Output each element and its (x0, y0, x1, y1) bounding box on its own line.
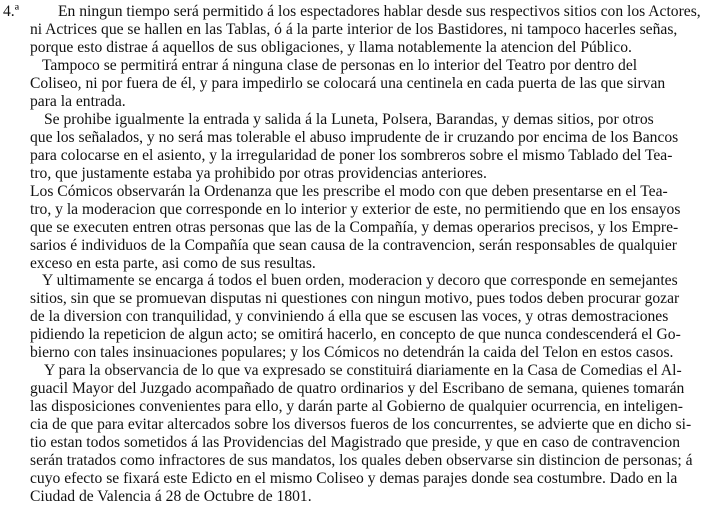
paragraph-5-line-2: sitios, sin que se promuevan disputas ni questiones con ningun motivo, pues todos deben procurar gozar (30, 290, 680, 308)
paragraph-4-line-1: Los Cómicos observarán la Ordenanza que les prescribe el modo con que deben presentarse en el Tea- (30, 182, 668, 200)
paragraph-4-line-5: exceso en esta parte, asi como de sus resultas. (30, 254, 316, 272)
paragraph-1-line-3: porque esto distrae á aquellos de sus obligaciones, y llama notablemente la atencion del Público. (30, 38, 632, 56)
paragraph-4-line-2: tro, y la moderacion que corresponde en lo interior y exterior de este, no permitiendo que en los ensayos (30, 200, 681, 218)
paragraph-6-line-7: cuyo efecto se fixará este Edicto en el mismo Coliseo y demas parajes donde sea costumbre. Dado en la (30, 470, 678, 488)
paragraph-1-line-1: En ningun tiempo será permitido á los espectadores hablar desde sus respectivos sitios con los Actores, (58, 3, 701, 20)
section-number: 4.ª (3, 3, 19, 20)
paragraph-3-line-2: que los señalados, y no será mas tolerable el abuso imprudente de ir cruzando por encima de los Bancos (30, 128, 679, 146)
paragraph-2-line-1: Tampoco se permitirá entrar á ninguna clase de personas en lo interior del Teatro por dentro del (42, 56, 638, 74)
paragraph-6-line-4: cia de que para evitar altercados sobre los diversos fueros de los concurrentes, se advierte que en dicho si- (30, 416, 692, 434)
paragraph-5-line-5: bierno con tales insinuaciones populares; y los Cómicos no detendrán la caida del Telon en estos casos. (30, 344, 674, 362)
paragraph-6-line-1: Y para la observancia de lo que va expresado se constituirá diariamente en la Casa de Comedias el Al- (44, 362, 682, 380)
paragraph-6-line-8: Ciudad de Valencia á 28 de Octubre de 1801. (30, 488, 312, 506)
paragraph-3-line-3: para colocarse en el asiento, y la irregularidad de poner los sombreros sobre el mismo Tablado del Tea- (30, 146, 673, 164)
paragraph-4-line-3: que se executen entren otras personas que las de la Compañía, y demas operarios precisos, y los Empre- (30, 218, 679, 236)
paragraph-6-line-2: guacil Mayor del Juzgado acompañado de quatro ordinarios y del Escribano de semana, quienes tomarán (30, 380, 685, 398)
paragraph-5-line-1: Y ultimamente se encarga á todos el buen orden, moderacion y decoro que corresponde en semejantes (42, 272, 678, 290)
paragraph-1-line-2: ni Actrices que se hallen en las Tablas, ó á la parte interior de los Bastidores, ni tampoco hacerles señas, (30, 20, 678, 38)
paragraph-6-line-3: las disposiciones convenientes para ello, y darán parte al Gobierno de qualquier ocurrencia, en inteligen- (30, 398, 683, 416)
paragraph-2-line-3: para la entrada. (30, 92, 126, 110)
paragraph-3-line-1: Se prohibe igualmente la entrada y salida á la Luneta, Polsera, Barandas, y demas sitios, por otros (44, 110, 654, 128)
paragraph-5-line-4: pidiendo la repeticion de algun acto; se omitirá hacerlo, en concepto de que nunca condescenderá el Go- (30, 326, 681, 344)
paragraph-6-line-5: tio estan todos sometidos á las Providencias del Magistrado que preside, y que en caso de contravencion (30, 434, 681, 452)
paragraph-5-line-3: de la diversion con tranquilidad, y conviniendo á ella que se escusen las voces, y otras demostraciones (30, 308, 669, 326)
paragraph-2-line-2: Coliseo, ni por fuera de él, y para impedirlo se colocará una centinela en cada puerta de las que sirvan (30, 74, 666, 92)
paragraph-3-line-4: tro, que justamente estaba ya prohibido por otras providencias anteriores. (30, 164, 487, 182)
paragraph-4-line-4: sarios é individuos de la Compañía que sean causa de la contravencion, serán responsables de qualquier (30, 236, 677, 254)
paragraph-6-line-6: serán tratados como infractores de sus mandatos, los quales deben observarse sin distincion de personas; á (30, 452, 693, 470)
